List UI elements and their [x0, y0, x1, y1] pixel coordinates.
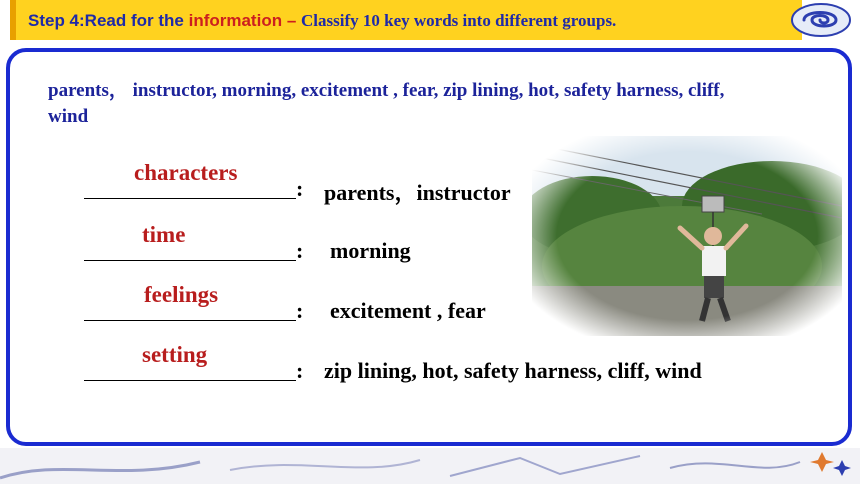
group-words: parents，instructor	[324, 180, 511, 205]
colon: :	[296, 358, 304, 383]
colon: :	[296, 176, 304, 201]
group-category: setting	[142, 342, 208, 367]
group-words: excitement , fear	[330, 298, 486, 323]
group-category: feelings	[144, 282, 219, 307]
page-title	[28, 10, 616, 32]
instruction-text: Classify 10 key words into different groups.	[301, 11, 617, 30]
swirl-logo-icon	[790, 2, 852, 38]
group-category: characters	[134, 160, 238, 185]
answer-blank	[84, 232, 296, 261]
zip-lining-photo	[532, 136, 842, 336]
key-word-list: parents， instructor, morning, excitement , fear, zip lining, hot, safety harness, cliff, wind	[48, 80, 725, 127]
colon: :	[296, 298, 304, 323]
decorative-footer	[0, 448, 860, 484]
step-label: Step 4:Read for the	[28, 11, 189, 30]
title-dash: –	[282, 11, 301, 30]
group-words: morning	[330, 238, 411, 263]
step-highlight: information	[188, 11, 283, 30]
group-category: time	[142, 222, 186, 247]
group-words: zip lining, hot, safety harness, cliff, wind	[324, 358, 702, 383]
colon: :	[296, 238, 304, 263]
